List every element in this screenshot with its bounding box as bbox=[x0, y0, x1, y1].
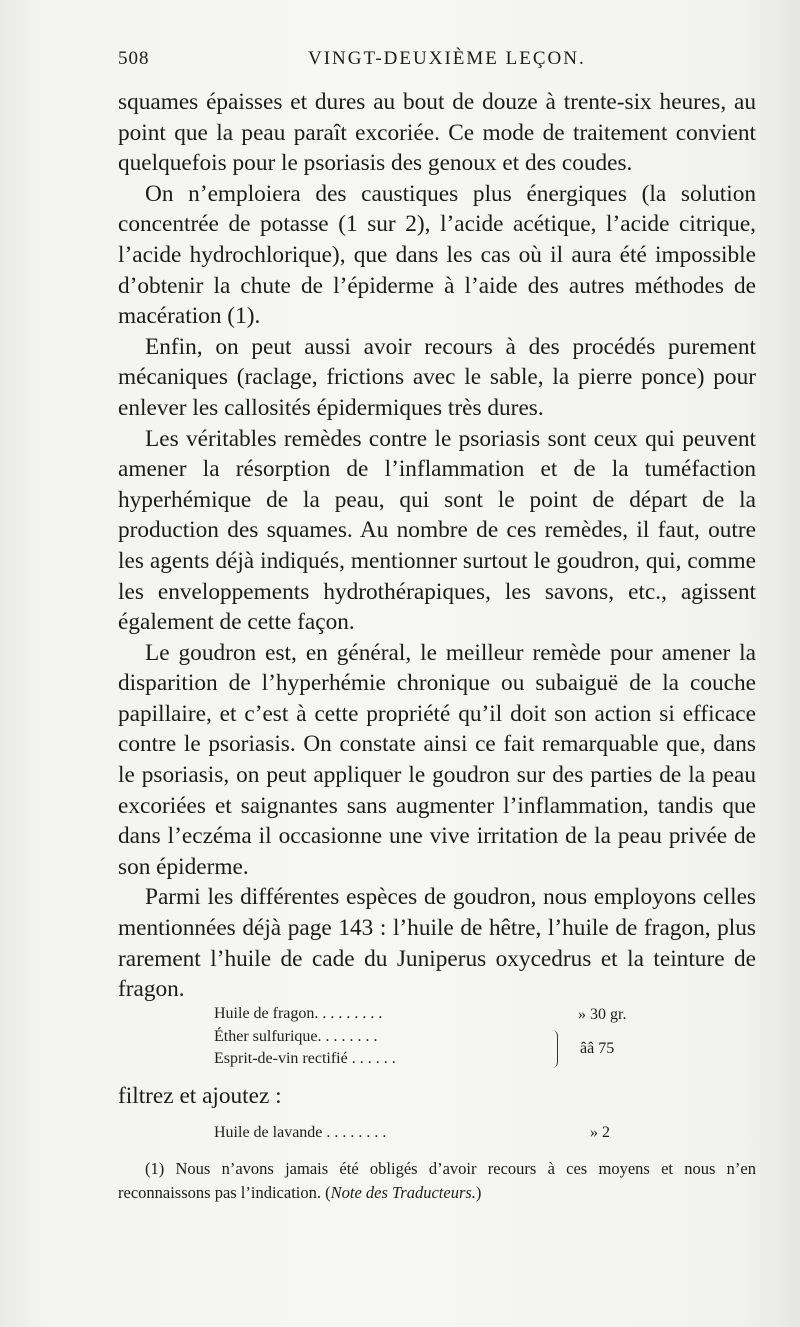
footnote bbox=[118, 1157, 756, 1205]
paragraph: Parmi les différentes espèces de goudron, nous employons celles mentionnées déjà page 143 : l’huile de hêtre, l’huile de fragon, plus rarement l’huile de cade du Juniperus oxycedrus et la teinture de fragon. bbox=[118, 884, 756, 1003]
footnote-attribution: Note des Traducteurs. bbox=[330, 1183, 476, 1202]
page-header bbox=[118, 48, 758, 76]
recipe-amount-fragon: » 30 gr. bbox=[578, 1006, 627, 1023]
footnote-text: (1) Nous n’avons jamais été obligés d’avoir recours à ces moyens et nous n’en reconnaissons pas l’indication. ( bbox=[118, 1159, 756, 1202]
footnote-close: ) bbox=[475, 1183, 482, 1202]
recipe-line-lavande: Huile de lavande . . . . . . . . bbox=[214, 1124, 387, 1141]
paragraph: On n’emploiera des caustiques plus énergiques (la solution concentrée de potasse (1 sur 2), l’acide acétique, l’acide citrique, l’acide hydrochlorique), que dans les cas où il aura été impossible d’obtenir la chute de l’épiderme à l’aide des autres méthodes de macération (1). bbox=[118, 180, 756, 330]
recipe-line-ether: Éther sulfurique. . . . . . . . bbox=[214, 1028, 378, 1045]
recipe-instruction: filtrez et ajoutez : bbox=[118, 1083, 282, 1109]
recipe-amount-shared: ââ 75 bbox=[580, 1040, 615, 1057]
recipe-amount-lavande: » 2 bbox=[590, 1124, 610, 1141]
paragraph: Les véritables remèdes contre le psoriasis sont ceux qui peuvent amener la résorption de l’inflammation et de la tuméfaction hyperhémique de la peau, qui sont le point de départ de la production des squames. Au nombre de ces remèdes, il faut, outre les agents déjà indiqués, mentionner surtout le goudron, qui, comme les enveloppements hydrothérapiques, les savons, etc., agissent également de cette façon. bbox=[118, 425, 756, 636]
paragraph: squames épaisses et dures au bout de douze à trente-six heures, au point que la peau paraît excoriée. Ce mode de traitement convient quelquefois pour le psoriasis des genoux et des coudes. bbox=[118, 89, 756, 177]
body-text bbox=[118, 87, 756, 1005]
page-number: 508 bbox=[118, 48, 150, 69]
running-title: VINGT-DEUXIÈME LEÇON. bbox=[308, 48, 586, 69]
recipe-line-esprit: Esprit-de-vin rectifié . . . . . . bbox=[214, 1050, 396, 1067]
recipe-line-fragon: Huile de fragon. . . . . . . . . bbox=[214, 1005, 383, 1022]
paragraph: Le goudron est, en général, le meilleur remède pour amener la disparition de l’hyperhémie chronique ou subaiguë de la couche papillaire, et c’est à cette propriété qu’il doit son action si efficace contre le psoriasis. On constate ainsi ce fait remarquable que, dans le psoriasis, on peut appliquer le goudron sur des parties de la peau excoriées et saignantes sans augmenter l’inflammation, tandis que dans l’eczéma il occasionne une vive irritation de la peau privée de son épiderme. bbox=[118, 639, 756, 880]
recipe-brace bbox=[549, 1030, 558, 1068]
paragraph: Enfin, on peut aussi avoir recours à des procédés purement mécaniques (raclage, frictions avec le sable, la pierre ponce) pour enlever les callosités épidermiques très dures. bbox=[118, 333, 756, 421]
